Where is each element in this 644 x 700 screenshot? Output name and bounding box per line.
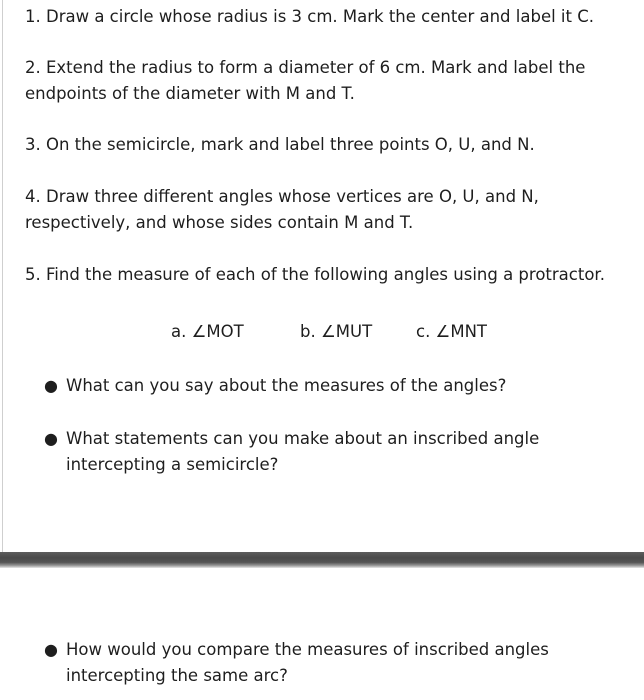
question-inscribed-semicircle: [44, 426, 614, 478]
instruction-3: 3. On the semicircle, mark and label three points O, U, and N.: [25, 135, 535, 154]
question-text: What can you say about the measures of the angles?: [66, 376, 507, 395]
angle-mnt: c. ∠MNT: [416, 322, 488, 341]
instruction-1: 1. Draw a circle whose radius is 3 cm. Mark the center and label it C.: [25, 7, 594, 26]
angle-mut: b. ∠MUT: [300, 322, 373, 341]
question-text: How would you compare the measures of inscribed angles intercepting the same arc?: [66, 640, 549, 685]
page-divider: [0, 552, 644, 568]
bullet-icon: ●: [44, 429, 58, 448]
angle-mot: a. ∠MOT: [171, 322, 244, 341]
question-same-arc: [44, 637, 614, 689]
question-angle-measures: [44, 373, 614, 399]
instruction-4: 4. Draw three different angles whose vertices are O, U, and N, respectively, and whose sides contain M and T.: [25, 187, 539, 232]
bullet-icon: ●: [44, 376, 58, 395]
instruction-5: 5. Find the measure of each of the following angles using a protractor.: [25, 265, 605, 284]
question-text: What statements can you make about an inscribed angle intercepting a semicircle?: [66, 429, 540, 474]
angle-list: [0, 319, 644, 345]
instruction-2: 2. Extend the radius to form a diameter of 6 cm. Mark and label the endpoints of the diameter with M and T.: [25, 58, 586, 103]
bullet-icon: ●: [44, 640, 58, 659]
page-left-border: [2, 0, 3, 552]
